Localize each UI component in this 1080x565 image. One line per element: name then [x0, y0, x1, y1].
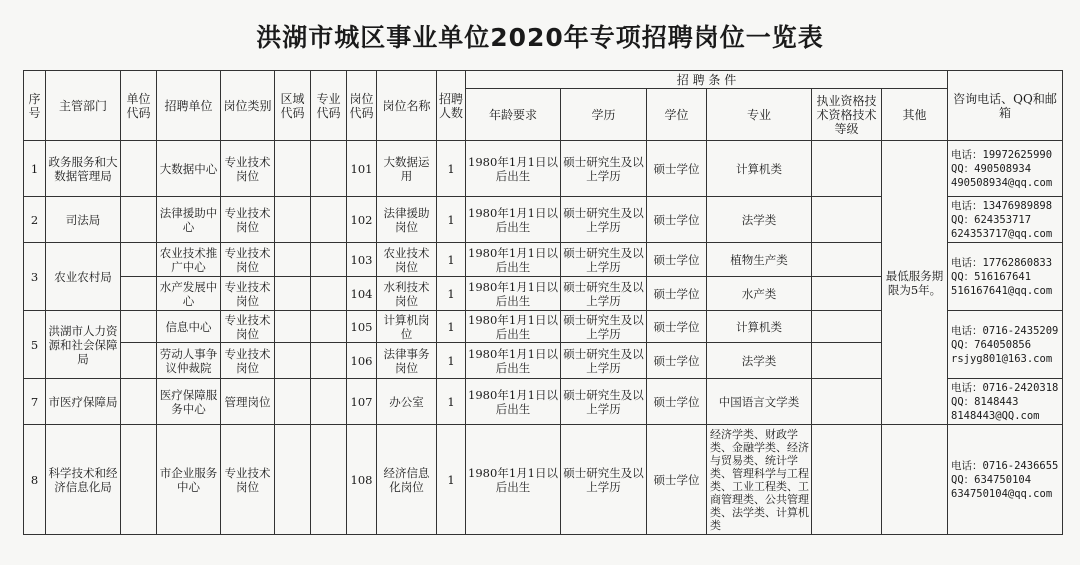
seq-cell: 2	[24, 197, 46, 243]
count-cell: 1	[437, 425, 466, 535]
count-cell: 1	[437, 379, 466, 425]
count-cell: 1	[437, 243, 466, 277]
major-cell: 水产类	[707, 277, 812, 311]
area-code-cell	[275, 141, 311, 197]
header-age: 年龄要求	[466, 89, 561, 141]
post-code-cell: 102	[347, 197, 377, 243]
header-post-code: 岗位代码	[347, 71, 377, 141]
header-seq: 序号	[24, 71, 46, 141]
header-unit-code: 单位代码	[121, 71, 157, 141]
area-code-cell	[275, 243, 311, 277]
post-code-cell: 106	[347, 343, 377, 379]
dept-cell: 科学技术和经济信息化局	[46, 425, 121, 535]
dept-cell: 洪湖市人力资源和社会保障局	[46, 311, 121, 379]
contact-cell	[948, 311, 1063, 379]
dept-cell: 市医疗保障局	[46, 379, 121, 425]
major-cell: 计算机类	[707, 141, 812, 197]
count-cell: 1	[437, 197, 466, 243]
post-type-cell: 专业技术岗位	[221, 141, 275, 197]
age-cell: 1980年1月1日以后出生	[466, 343, 561, 379]
header-conditions: 招 聘 条 件	[466, 71, 948, 89]
unit-cell: 医疗保障服务中心	[157, 379, 221, 425]
header-major: 专业	[707, 89, 812, 141]
area-code-cell	[275, 197, 311, 243]
area-code-cell	[275, 379, 311, 425]
seq-cell: 8	[24, 425, 46, 535]
degree-cell: 硕士学位	[647, 197, 707, 243]
seq-cell: 7	[24, 379, 46, 425]
seq-cell: 1	[24, 141, 46, 197]
unit-cell: 农业技术推广中心	[157, 243, 221, 277]
degree-cell: 硕士学位	[647, 425, 707, 535]
other-cell-empty	[882, 425, 948, 535]
education-cell: 硕士研究生及以上学历	[561, 379, 647, 425]
education-cell: 硕士研究生及以上学历	[561, 425, 647, 535]
count-cell: 1	[437, 141, 466, 197]
unit-cell: 水产发展中心	[157, 277, 221, 311]
header-post-type: 岗位类别	[221, 71, 275, 141]
header-area-code: 区域代码	[275, 71, 311, 141]
degree-cell: 硕士学位	[647, 379, 707, 425]
post-code-cell: 105	[347, 311, 377, 343]
major-cell: 法学类	[707, 343, 812, 379]
major-code-cell	[311, 425, 347, 535]
major-code-cell	[311, 311, 347, 343]
dept-cell: 农业农村局	[46, 243, 121, 311]
contact-email: 8148443@QQ.com	[951, 409, 1040, 422]
post-name-cell: 农业技术岗位	[377, 243, 437, 277]
major-cell: 经济学类、财政学类、金融学类、经济与贸易类、统计学类、管理科学与工程类、工业工程类、工商管理类、公共管理类、法学类、计算机类	[707, 425, 812, 535]
post-type-cell: 专业技术岗位	[221, 197, 275, 243]
contact-phone: 电话：19972625990	[951, 148, 1053, 161]
post-type-cell: 管理岗位	[221, 379, 275, 425]
area-code-cell	[275, 311, 311, 343]
post-name-cell: 大数据运用	[377, 141, 437, 197]
degree-cell: 硕士学位	[647, 243, 707, 277]
post-type-cell: 专业技术岗位	[221, 311, 275, 343]
unit-code-cell	[121, 425, 157, 535]
post-code-cell: 103	[347, 243, 377, 277]
unit-code-cell	[121, 311, 157, 343]
major-cell: 法学类	[707, 197, 812, 243]
post-name-cell: 计算机岗位	[377, 311, 437, 343]
degree-cell: 硕士学位	[647, 141, 707, 197]
unit-code-cell	[121, 277, 157, 311]
age-cell: 1980年1月1日以后出生	[466, 379, 561, 425]
unit-code-cell	[121, 197, 157, 243]
major-code-cell	[311, 197, 347, 243]
age-cell: 1980年1月1日以后出生	[466, 243, 561, 277]
contact-cell	[948, 197, 1063, 243]
major-code-cell	[311, 243, 347, 277]
contact-phone: 电话：0716-2435209	[951, 324, 1059, 337]
education-cell: 硕士研究生及以上学历	[561, 197, 647, 243]
unit-cell: 信息中心	[157, 311, 221, 343]
qualification-cell	[812, 343, 882, 379]
age-cell: 1980年1月1日以后出生	[466, 141, 561, 197]
post-code-cell: 107	[347, 379, 377, 425]
contact-qq: QQ：516167641	[951, 270, 1032, 283]
qualification-cell	[812, 197, 882, 243]
page-title: 洪湖市城区事业单位2020年专项招聘岗位一览表	[256, 23, 824, 52]
contact-email: 634750104@qq.com	[951, 487, 1053, 500]
header-post-name: 岗位名称	[377, 71, 437, 141]
major-code-cell	[311, 379, 347, 425]
contact-email: 624353717@qq.com	[951, 227, 1053, 240]
education-cell: 硕士研究生及以上学历	[561, 141, 647, 197]
unit-code-cell	[121, 243, 157, 277]
contact-email: rsjyg801@163.com	[951, 352, 1053, 365]
qualification-cell	[812, 277, 882, 311]
area-code-cell	[275, 277, 311, 311]
contact-qq: QQ：624353717	[951, 213, 1032, 226]
contact-phone: 电话：17762860833	[951, 256, 1053, 269]
major-cell: 植物生产类	[707, 243, 812, 277]
qualification-cell	[812, 141, 882, 197]
education-cell: 硕士研究生及以上学历	[561, 311, 647, 343]
header-degree: 学位	[647, 89, 707, 141]
contact-cell	[948, 425, 1063, 535]
table-row	[24, 141, 1063, 197]
major-cell: 计算机类	[707, 311, 812, 343]
contact-phone: 电话：0716-2436655	[951, 459, 1059, 472]
header-unit: 招聘单位	[157, 71, 221, 141]
count-cell: 1	[437, 343, 466, 379]
unit-cell: 劳动人事争议仲裁院	[157, 343, 221, 379]
post-code-cell: 104	[347, 277, 377, 311]
contact-qq: QQ：490508934	[951, 162, 1032, 175]
header-other: 其他	[882, 89, 948, 141]
contact-cell	[948, 243, 1063, 311]
post-name-cell: 法律事务岗位	[377, 343, 437, 379]
contact-cell	[948, 141, 1063, 197]
contact-qq: QQ：8148443	[951, 395, 1019, 408]
seq-cell: 3	[24, 243, 46, 311]
contact-phone: 电话：13476989898	[951, 199, 1053, 212]
post-name-cell: 经济信息化岗位	[377, 425, 437, 535]
post-type-cell: 专业技术岗位	[221, 277, 275, 311]
contact-email: 516167641@qq.com	[951, 284, 1053, 297]
count-cell: 1	[437, 311, 466, 343]
header-count: 招聘人数	[437, 71, 466, 141]
area-code-cell	[275, 343, 311, 379]
contact-qq: QQ：764050856	[951, 338, 1032, 351]
degree-cell: 硕士学位	[647, 311, 707, 343]
degree-cell: 硕士学位	[647, 343, 707, 379]
post-type-cell: 专业技术岗位	[221, 425, 275, 535]
area-code-cell	[275, 425, 311, 535]
seq-cell: 5	[24, 311, 46, 379]
education-cell: 硕士研究生及以上学历	[561, 243, 647, 277]
degree-cell: 硕士学位	[647, 277, 707, 311]
post-type-cell: 专业技术岗位	[221, 343, 275, 379]
post-code-cell: 101	[347, 141, 377, 197]
unit-cell: 法律援助中心	[157, 197, 221, 243]
age-cell: 1980年1月1日以后出生	[466, 197, 561, 243]
qualification-cell	[812, 243, 882, 277]
other-cell: 最低服务期限为5年。	[882, 141, 948, 425]
header-contact: 咨询电话、QQ和邮箱	[948, 71, 1063, 141]
post-name-cell: 水利技术岗位	[377, 277, 437, 311]
post-type-cell: 专业技术岗位	[221, 243, 275, 277]
age-cell: 1980年1月1日以后出生	[466, 277, 561, 311]
contact-qq: QQ：634750104	[951, 473, 1032, 486]
education-cell: 硕士研究生及以上学历	[561, 343, 647, 379]
post-name-cell: 办公室	[377, 379, 437, 425]
post-name-cell: 法律援助岗位	[377, 197, 437, 243]
header-major-code: 专业代码	[311, 71, 347, 141]
post-code-cell: 108	[347, 425, 377, 535]
header-education: 学历	[561, 89, 647, 141]
table-row	[24, 425, 1063, 535]
unit-cell: 市企业服务中心	[157, 425, 221, 535]
header-qualification: 执业资格技术资格技术等级	[812, 89, 882, 141]
major-code-cell	[311, 277, 347, 311]
unit-code-cell	[121, 379, 157, 425]
header-dept: 主管部门	[46, 71, 121, 141]
contact-cell	[948, 379, 1063, 425]
age-cell: 1980年1月1日以后出生	[466, 425, 561, 535]
dept-cell: 政务服务和大数据管理局	[46, 141, 121, 197]
major-code-cell	[311, 343, 347, 379]
education-cell: 硕士研究生及以上学历	[561, 277, 647, 311]
unit-code-cell	[121, 343, 157, 379]
qualification-cell	[812, 311, 882, 343]
major-cell: 中国语言文学类	[707, 379, 812, 425]
count-cell: 1	[437, 277, 466, 311]
dept-cell: 司法局	[46, 197, 121, 243]
recruitment-table	[23, 70, 1063, 535]
major-code-cell	[311, 141, 347, 197]
qualification-cell	[812, 379, 882, 425]
age-cell: 1980年1月1日以后出生	[466, 311, 561, 343]
unit-code-cell	[121, 141, 157, 197]
contact-phone: 电话：0716-2420318	[951, 381, 1059, 394]
qualification-cell	[812, 425, 882, 535]
contact-email: 490508934@qq.com	[951, 176, 1053, 189]
unit-cell: 大数据中心	[157, 141, 221, 197]
